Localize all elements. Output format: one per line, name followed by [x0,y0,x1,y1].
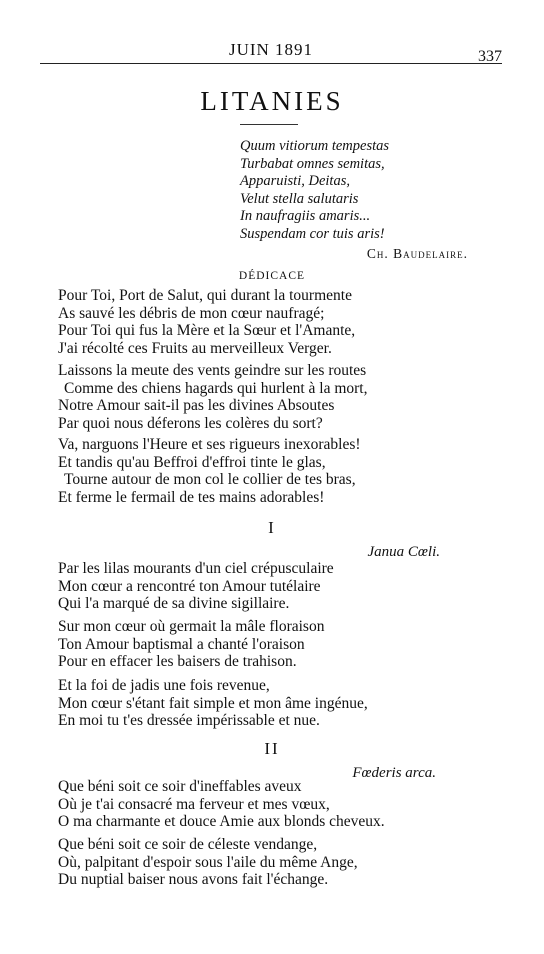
verse-line: En moi tu t'es dressée impérissable et nue. [58,712,320,729]
verse-line: Par les lilas mourants d'un ciel crépusculaire [58,560,334,577]
part-one-stanza-3 [58,677,478,730]
verse-line: Qui l'a marqué de sa divine sigillaire. [58,595,290,612]
part-two-stanza-1 [58,778,478,831]
verse-line: As sauvé les débris de mon cœur naufragé; [58,304,325,322]
epigraph-line: In naufragiis amaris... [240,208,371,224]
verse-line: Pour Toi, Port de Salut, qui durant la tourmente [58,287,352,304]
verse-line: Tourne autour de mon col le collier de tes bras, [64,471,356,488]
verse-line: Mon cœur s'étant fait simple et mon âme ingénue, [58,694,368,712]
part-two-stanza-2 [58,836,478,889]
epigraph [240,138,470,243]
verse-line: Que béni soit ce soir d'ineffables aveux [58,778,302,795]
verse-line: Où je t'ai consacré ma ferveur et mes vœux, [58,795,330,813]
part-epigraph: Janua Cœli. [367,544,440,560]
part-number: I [268,518,276,537]
verse-line: Du nuptial baiser nous avons fait l'échange. [58,871,329,888]
verse-line: Laissons la meute des vents geindre sur les routes [58,362,367,379]
verse-line: O ma charmante et douce Amie aux blonds cheveux. [58,813,385,830]
dedication-heading: DÉDICACE [238,270,306,282]
epigraph-line: Turbabat omnes semitas, [240,155,385,172]
header-rule [40,63,502,64]
part-one-stanza-1 [58,560,478,613]
verse-line: J'ai récolté ces Fruits au merveilleux Verger. [58,339,332,357]
part-number: II [264,739,280,758]
epigraph-line: Apparuisti, Deitas, [240,173,350,189]
verse-line: Et tandis qu'au Beffroi d'effroi tinte le glas, [58,453,326,471]
verse-line: Et la foi de jadis une fois revenue, [58,677,270,694]
verse-line: Où, palpitant d'espoir sous l'aile du même Ange, [58,853,358,871]
epigraph-line: Velut stella salutaris [240,190,359,207]
verse-line: Par quoi nous déferons les colères du sort? [58,414,323,432]
verse-line: Va, narguons l'Heure et ses rigueurs inexorables! [58,436,361,453]
part-one-stanza-2 [58,618,478,671]
verse-line: Et ferme le fermail de tes mains adorables! [58,488,325,506]
page-number: 337 [478,48,502,65]
running-header [40,38,502,64]
epigraph-line: Quum vitiorum tempestas [240,138,390,154]
verse-line: Pour Toi qui fus la Mère et la Sœur et l'Amante, [58,322,356,339]
dedication-stanza-1 [58,287,478,357]
verse-line: Mon cœur a rencontré ton Amour tutélaire [58,577,321,595]
epigraph-author: Ch. Baudelaire. [366,246,468,261]
verse-line: Comme des chiens hagards qui hurlent à la mort, [64,379,368,397]
verse-line: Sur mon cœur où germait la mâle floraison [58,618,325,635]
verse-line: Ton Amour baptismal a chanté l'oraison [58,635,305,653]
title-rule [240,124,298,125]
dedication-stanza-3 [58,436,478,506]
epigraph-line: Suspendam cor tuis aris! [240,225,385,242]
part-epigraph: Fœderis arca. [352,765,436,781]
poem-title: LITANIES [200,86,344,116]
verse-line: Que béni soit ce soir de céleste vendange, [58,836,318,853]
verse-line: Notre Amour sait-il pas les divines Absoutes [58,397,335,414]
running-title: JUIN 1891 [228,40,314,59]
dedication-stanza-2 [58,362,478,432]
verse-line: Pour en effacer les baisers de trahison. [58,653,297,670]
